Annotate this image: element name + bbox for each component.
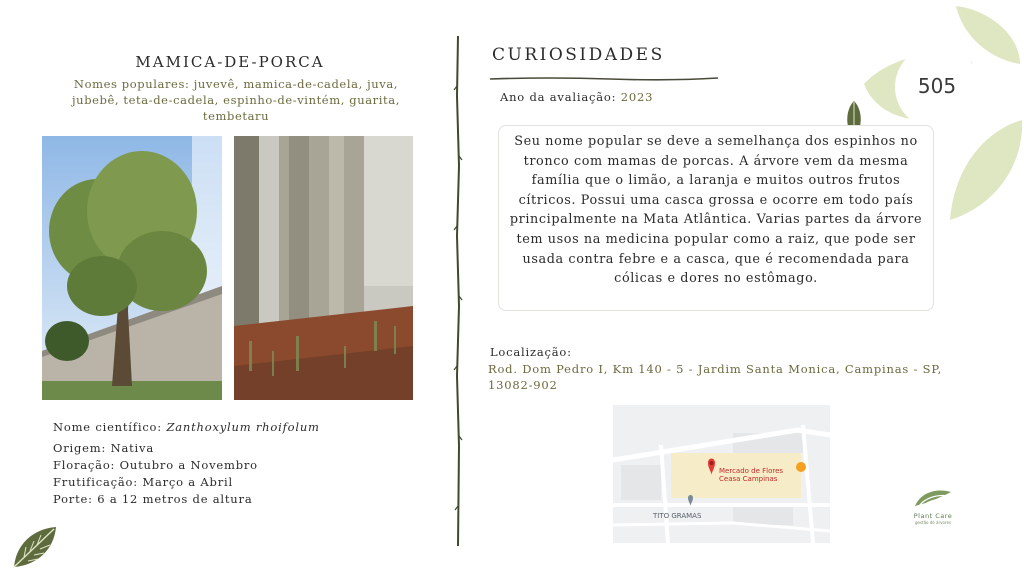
brand-tagline: gestão de árvores [914, 520, 952, 525]
title-underline [490, 68, 718, 76]
map-poi2-label: TITO GRAMAS [653, 512, 702, 520]
map-poi-line2: Ceasa Campinas [719, 475, 778, 483]
species-facts [53, 419, 433, 508]
evaluation-year-label: Ano da avaliação: [500, 90, 617, 104]
curiosities-title: CURIOSIDADES [492, 45, 665, 65]
page-number: 505 [917, 74, 957, 98]
location-address: Rod. Dom Pedro I, Km 140 - 5 - Jardim Santa Monica, Campinas - SP, 13082-902 [488, 362, 943, 392]
tree-photo [42, 136, 222, 400]
brand-name: Plant Care [913, 512, 953, 520]
curiosity-text: Seu nome popular se deve a semelhança dos espinhos no tronco com mamas de porcas. A árvore vem da mesma família que o limão, a laranja e muitos outros frutos cítricos. Possui uma casca grossa e ocorre em todo país principalmente na Mata Atlântica. Varias partes da árvore tem usos na medicina popular como a raiz, que pode ser usada contra febre e a casca, que é recomendada para cólicas e dores no estômago. [498, 125, 934, 311]
fruiting: Frutificação: Março a Abril [53, 475, 233, 489]
map-poi-label [719, 467, 783, 483]
flowering: Floração: Outubro a Novembro [53, 458, 258, 472]
species-title: MAMICA-DE-PORCA [135, 53, 325, 71]
scientific-name: Zanthoxylum rhoifolum [166, 420, 320, 434]
trunk-photo [234, 136, 413, 400]
column-divider [450, 36, 466, 546]
scientific-name-row [53, 419, 433, 436]
brand-logo [902, 486, 964, 526]
evaluation-year-value: 2023 [620, 90, 654, 104]
map-poi-line1: Mercado de Flores [719, 467, 784, 475]
popular-names: Nomes populares: juvevê, mamica-de-cadela, juva, jubebê, teta-de-cadela, espinho-de-vintém, guarita, tembetaru [72, 77, 400, 123]
leaf-decoration-icon [10, 523, 60, 571]
location-map[interactable] [613, 405, 830, 543]
scientific-name-label: Nome científico: [53, 420, 162, 434]
location-label: Localização: [490, 345, 572, 359]
evaluation-year [500, 90, 653, 104]
origin: Origem: Nativa [53, 441, 154, 455]
tree-size: Porte: 6 a 12 metros de altura [53, 492, 253, 506]
